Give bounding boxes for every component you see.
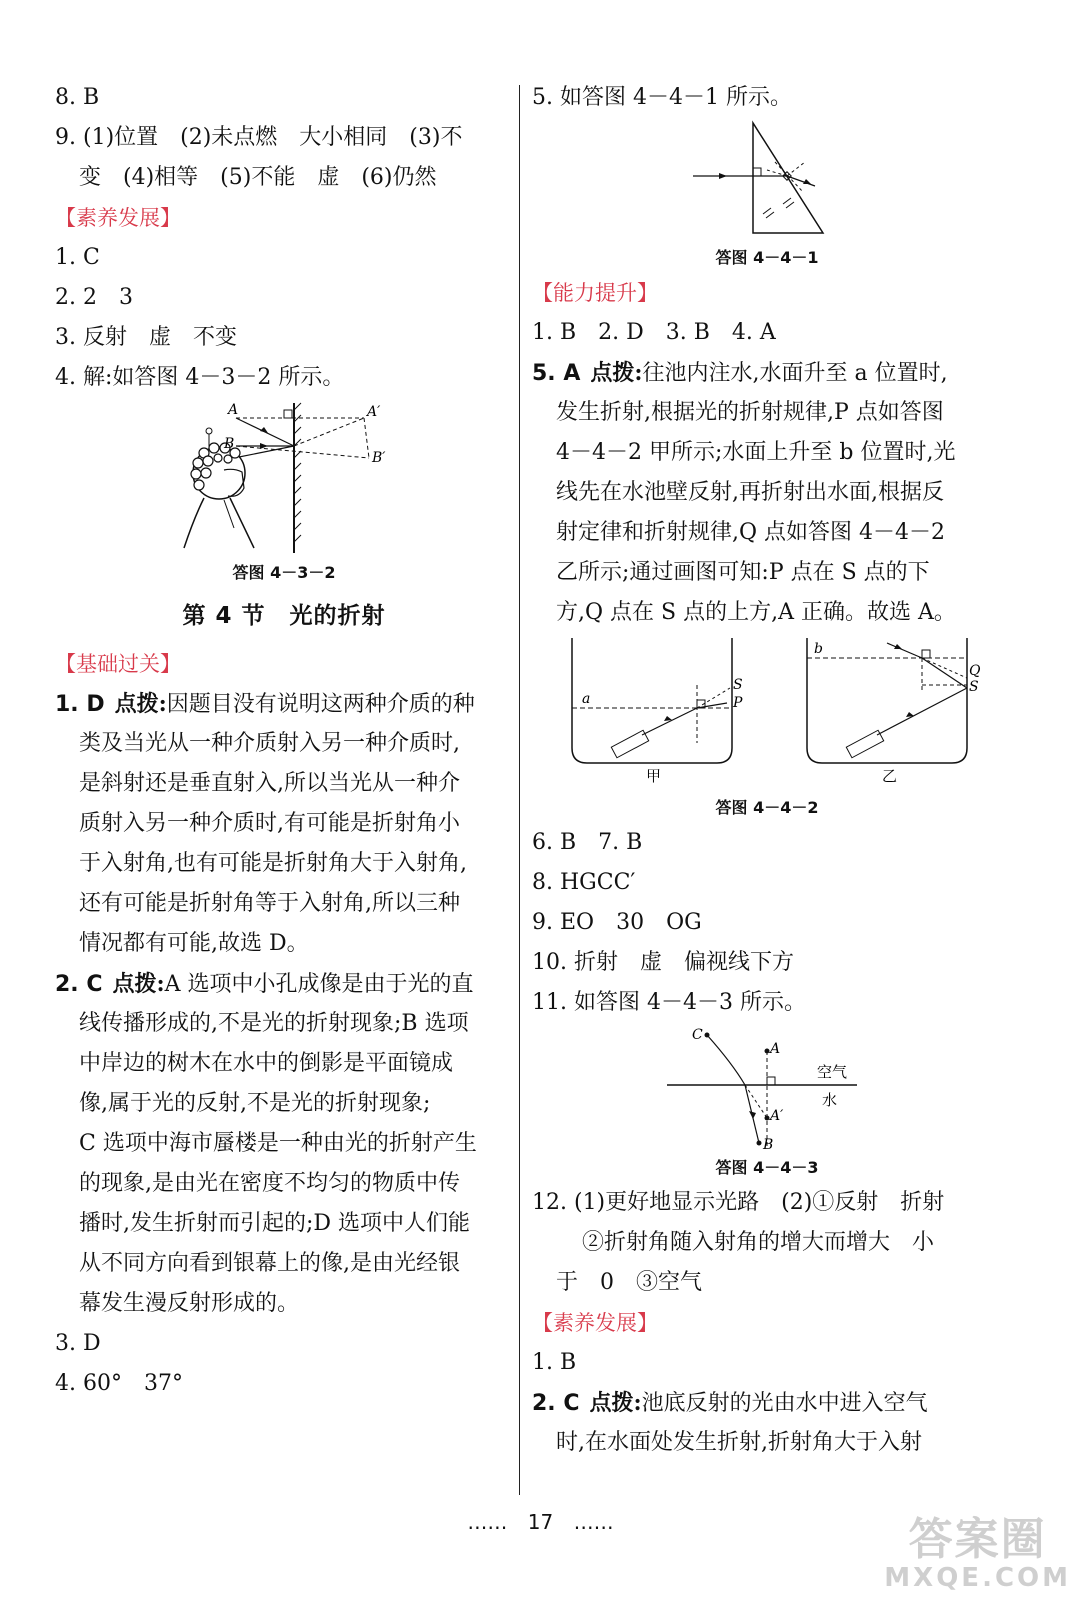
nengli-answer-12-line2: ②折射角随入射角的增大而增大 小 (582, 1230, 935, 1255)
nengli-answers-6-7: 6. B 7. B (532, 830, 643, 855)
suyang-answer-4: 4. 解:如答图 4－3－2 所示。 (55, 365, 345, 390)
answer-number: 2. C (532, 1391, 580, 1416)
watermark (884, 1516, 1071, 1592)
label-jia: 甲 (646, 767, 662, 785)
figure-4-4-1 (687, 118, 847, 243)
label-B-prime: B′ (372, 450, 386, 466)
answer-number: 2. C (55, 972, 103, 997)
figure-4-4-3 (657, 1023, 877, 1153)
answer-1-line: 情况都有可能,故选 D。 (79, 931, 309, 956)
section-title: 第 4 节 光的折射 (182, 603, 386, 629)
label-A: A (770, 1041, 781, 1057)
nengli-answer-10: 10. 折射 虚 偏视线下方 (532, 950, 794, 975)
answer-number: 5. A (532, 361, 581, 386)
figure-4-4-2 (542, 633, 992, 793)
answer-9-line1: 9. (1)位置 (2)未点燃 大小相同 (3)不 (55, 125, 463, 150)
hint-text: 因题目没有说明这两种介质的种 (166, 692, 475, 717)
answer-1-line: 还有可能是折射角等于入射角,所以三种 (79, 891, 460, 916)
watermark-url: MXQE.COM (884, 1563, 1071, 1593)
label-A: A (228, 402, 239, 418)
answer-5-line: 4－4－2 甲所示;水面上升至 b 位置时,光 (556, 440, 956, 465)
answer-2-line: 的现象,是由光在密度不均匀的物质中传 (79, 1171, 460, 1196)
label-S-jia: S (733, 677, 743, 693)
hint-text: 池底反射的光由水中进入空气 (641, 1391, 928, 1416)
jichu-answer-1 (55, 684, 513, 724)
hint-label: 点拨: (112, 971, 165, 997)
page-number: 17 (527, 1510, 554, 1534)
figure-4-3-2 (164, 398, 404, 558)
answer-2-line: 播时,发生折射而引起的;D 选项中人们能 (79, 1211, 471, 1236)
answer-8: 8. B (55, 85, 100, 110)
right-column (532, 78, 1002, 1463)
nengli-answer-9: 9. EO 30 OG (532, 910, 702, 935)
label-air: 空气 (817, 1063, 848, 1081)
suyang-answer-1: 1. C (55, 245, 100, 270)
label-A-prime: A′ (770, 1108, 784, 1124)
left-column (55, 78, 513, 1404)
answer-5: 5. 如答图 4－4－1 所示。 (532, 85, 792, 110)
hint-text: A 选项中小孔成像是由于光的直 (164, 972, 474, 997)
answer-1-line: 质射入另一种介质时,有可能是折射角小 (79, 811, 460, 836)
suyang2-answer-2 (532, 1383, 1002, 1423)
answer-1-line: 是斜射还是垂直射入,所以当光从一种介 (79, 771, 460, 796)
section-heading-jichu: 【基础过关】 (55, 652, 181, 676)
answer-2-line: 从不同方向看到银幕上的像,是由光经银 (79, 1251, 460, 1276)
suyang2-answer-1: 1. B (532, 1350, 577, 1375)
hint-label: 点拨: (590, 360, 643, 386)
answer-number: 1. D (55, 692, 105, 717)
answer-5-line: 发生折射,根据光的折射规律,P 点如答图 (556, 400, 944, 425)
answer-5-line: 方,Q 点在 S 点的上方,A 正确。故选 A。 (556, 600, 956, 625)
nengli-answer-8: 8. HGCC′ (532, 870, 636, 895)
section-heading-suyang: 【素养发展】 (55, 206, 181, 230)
label-A-prime: A′ (367, 404, 381, 420)
figure-caption-4-4-2: 答图 4－4－2 (715, 798, 819, 817)
label-B: B (763, 1137, 774, 1153)
nengli-answers-1-4: 1. B 2. D 3. B 4. A (532, 320, 776, 345)
footer-dots-right: …… (573, 1510, 614, 1534)
figure-caption-4-3-2: 答图 4－3－2 (232, 563, 336, 582)
label-b: b (814, 641, 823, 657)
nengli-answer-12-line1: 12. (1)更好地显示光路 (2)①反射 折射 (532, 1190, 945, 1215)
section-heading-nengli: 【能力提升】 (532, 281, 658, 305)
answer-2-line: 像,属于光的反射,不是光的折射现象; (79, 1091, 431, 1116)
section-heading-suyang-2: 【素养发展】 (532, 1311, 658, 1335)
jichu-answer-3: 3. D (55, 1331, 101, 1356)
label-a: a (582, 691, 591, 707)
suyang-answer-2: 2. 2 3 (55, 285, 133, 310)
column-divider (519, 85, 520, 1495)
hint-label: 点拨: (114, 691, 167, 717)
nengli-answer-11: 11. 如答图 4－4－3 所示。 (532, 990, 806, 1015)
label-water: 水 (822, 1091, 838, 1109)
hint-text: 往池内注水,水面升至 a 位置时, (642, 361, 948, 386)
answer-5-line: 乙所示;通过画图可知:P 点在 S 点的下 (556, 560, 930, 585)
figure-caption-4-4-3: 答图 4－4－3 (715, 1158, 819, 1177)
label-B: B (224, 436, 235, 452)
answer-5-line: 线先在水池壁反射,再折射出水面,根据反 (556, 480, 944, 505)
answer-2-line: 幕发生漫反射形成的。 (79, 1291, 300, 1316)
answer-9-line2: 变 (4)相等 (5)不能 虚 (6)仍然 (79, 165, 437, 190)
watermark-text: 答案圈 (908, 1514, 1047, 1565)
label-P: P (733, 695, 743, 711)
answer-1-line: 于入射角,也有可能是折射角大于入射角, (79, 851, 467, 876)
jichu-answer-4: 4. 60° 37° (55, 1371, 183, 1396)
answer-2-line: 中岸边的树木在水中的倒影是平面镜成 (79, 1051, 454, 1076)
label-C: C (692, 1027, 703, 1043)
suyang-answer-3: 3. 反射 虚 不变 (55, 325, 237, 350)
nengli-answer-12-line3: 于 0 ③空气 (556, 1270, 702, 1295)
footer-dots-left: …… (467, 1510, 508, 1534)
hint-label: 点拨: (589, 1390, 642, 1416)
answer-2-line: C 选项中海市蜃楼是一种由光的折射产生 (79, 1131, 477, 1156)
answer-2-line: 时,在水面处发生折射,折射角大于入射 (556, 1430, 922, 1455)
nengli-answer-5 (532, 353, 1002, 393)
label-Q: Q (969, 663, 981, 679)
jichu-answer-2 (55, 964, 513, 1004)
label-yi: 乙 (882, 767, 898, 785)
figure-caption-4-4-1: 答图 4－4－1 (715, 248, 819, 267)
answer-1-line: 类及当光从一种介质射入另一种介质时, (79, 731, 460, 756)
answer-5-line: 射定律和折射规律,Q 点如答图 4－4－2 (556, 520, 946, 545)
label-S-yi: S (969, 679, 979, 695)
answer-2-line: 线传播形成的,不是光的折射现象;B 选项 (79, 1011, 469, 1036)
